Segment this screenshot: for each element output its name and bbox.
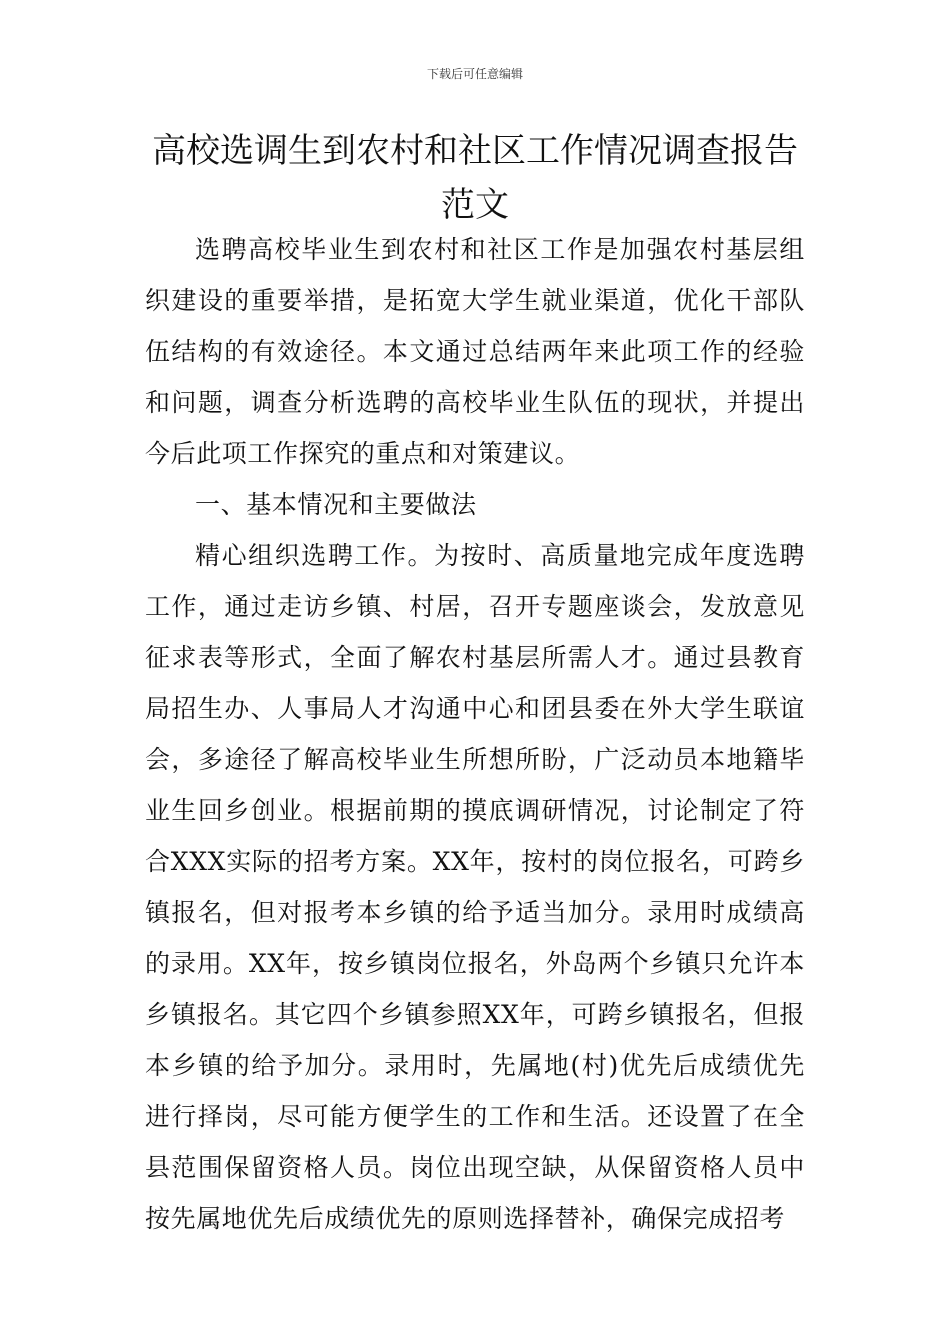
document-title: 高校选调生到农村和社区工作情况调查报告范文 [152, 131, 798, 225]
body-paragraph: 精心组织选聘工作。为按时、高质量地完成年度选聘工作，通过走访乡镇、村居，召开专题座谈会，发放意见征求表等形式，全面了解农村基层所需人才。通过县教育局招生办、人事局人才沟通中心和团县委在外大学生联谊会，多途径了解高校毕业生所想所盼，广泛动员本地籍毕业生回乡创业。根据前期的摸底调研情况，讨论制定了符合XXX实际的招考方案。XX年，按村的岗位报名，可跨乡镇报名，但对报考本乡镇的给予适当加分。录用时成绩高的录用。XX年，按乡镇岗位报名，外岛两个乡镇只允许本乡镇报名。其它四个乡镇参照XX年，可跨乡镇报名，但报本乡镇的给予加分。录用时，先属地(村)优先后成绩优先进行择岗，尽可能方便学生的工作和生活。还设置了在全县范围保留资格人员。岗位出现空缺，从保留资格人员中按先属地优先后成绩优先的原则选择替补，确保完成招考 [145, 541, 805, 1233]
header-note: 下载后可任意编辑 [426, 67, 523, 81]
intro-paragraph: 选聘高校毕业生到农村和社区工作是加强农村基层组织建设的重要举措，是拓宽大学生就业渠道，优化干部队伍结构的有效途径。本文通过总结两年来此项工作的经验和问题，调查分析选聘的高校毕业生队伍的现状，并提出今后此项工作探究的重点和对策建议。 [145, 235, 805, 468]
section-heading: 一、基本情况和主要做法 [195, 490, 477, 519]
document-body [145, 224, 805, 1244]
